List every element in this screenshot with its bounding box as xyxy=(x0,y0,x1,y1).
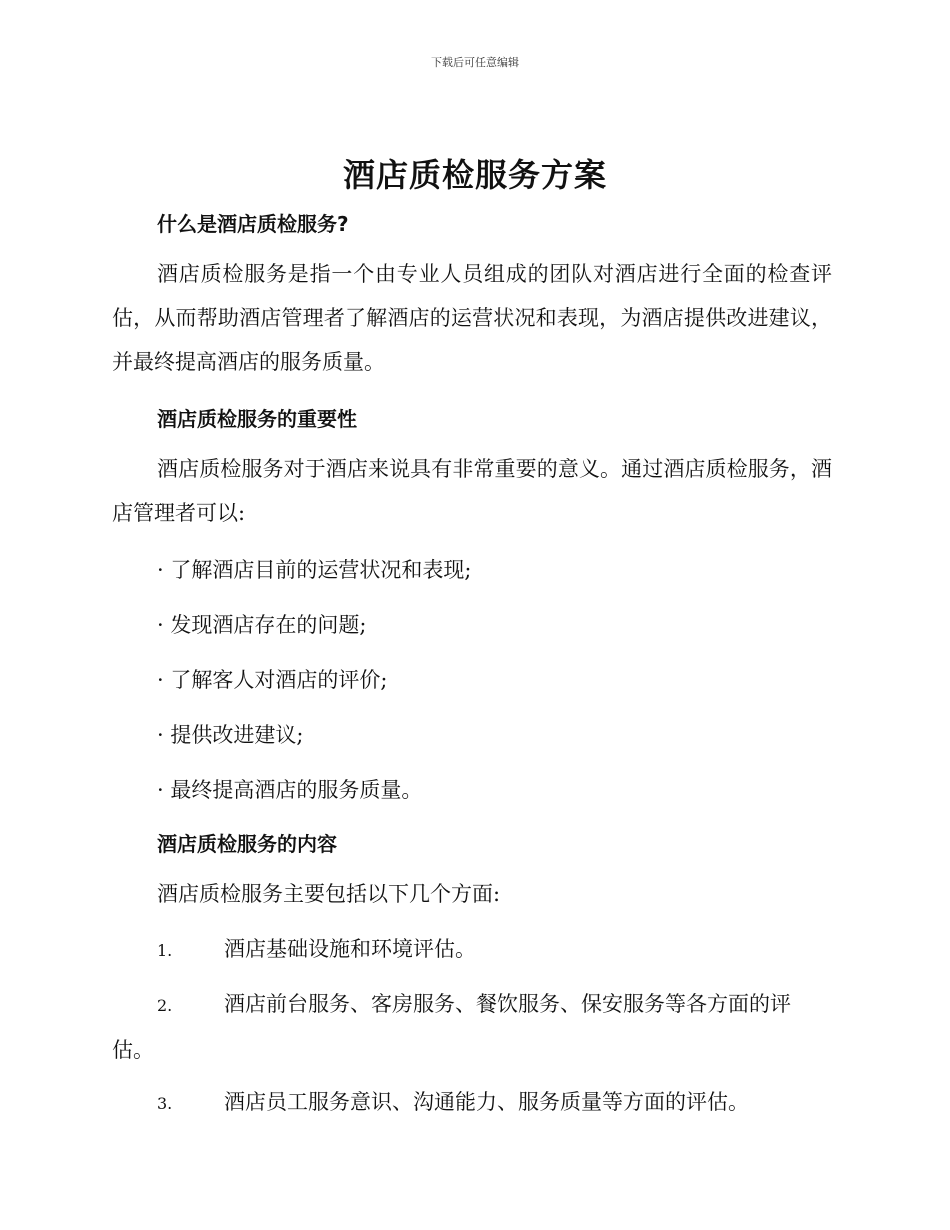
item-text: 酒店前台服务、客房服务、餐饮服务、保安服务等各方面的评估。 xyxy=(112,992,791,1062)
bullet-item: · 最终提高酒店的服务质量。 xyxy=(157,778,423,802)
item-text: 酒店员工服务意识、沟通能力、服务质量等方面的评估。 xyxy=(224,1090,749,1114)
section-paragraph-what: 酒店质检服务是指一个由专业人员组成的团队对酒店进行全面的检查评估，从而帮助酒店管理者了解酒店的运营状况和表现，为酒店提供改进建议，并最终提高酒店的服务质量。 xyxy=(112,262,832,374)
section-heading-importance: 酒店质检服务的重要性 xyxy=(157,407,357,431)
section-heading-content: 酒店质检服务的内容 xyxy=(157,832,337,856)
numbered-item xyxy=(112,1080,832,1126)
page-header-note: 下载后可任意编辑 xyxy=(431,56,519,69)
bullet-item: · 提供改进建议; xyxy=(157,723,304,747)
item-number: 1. xyxy=(157,941,173,960)
item-number: 3. xyxy=(157,1094,173,1113)
section-heading-what: 什么是酒店质检服务? xyxy=(157,212,349,236)
bullet-item: · 发现酒店存在的问题; xyxy=(157,613,367,637)
document-title: 酒店质检服务方案 xyxy=(342,156,607,194)
section-paragraph-content: 酒店质检服务主要包括以下几个方面: xyxy=(157,882,501,906)
item-number: 2. xyxy=(157,996,173,1015)
bullet-item: · 了解客人对酒店的评价; xyxy=(157,668,388,692)
numbered-item xyxy=(112,982,832,1072)
section-paragraph-importance: 酒店质检服务对于酒店来说具有非常重要的意义。通过酒店质检服务，酒店管理者可以: xyxy=(112,457,832,525)
item-text: 酒店基础设施和环境评估。 xyxy=(224,937,476,961)
bullet-item: · 了解酒店目前的运营状况和表现; xyxy=(157,558,472,582)
numbered-item xyxy=(112,927,832,973)
